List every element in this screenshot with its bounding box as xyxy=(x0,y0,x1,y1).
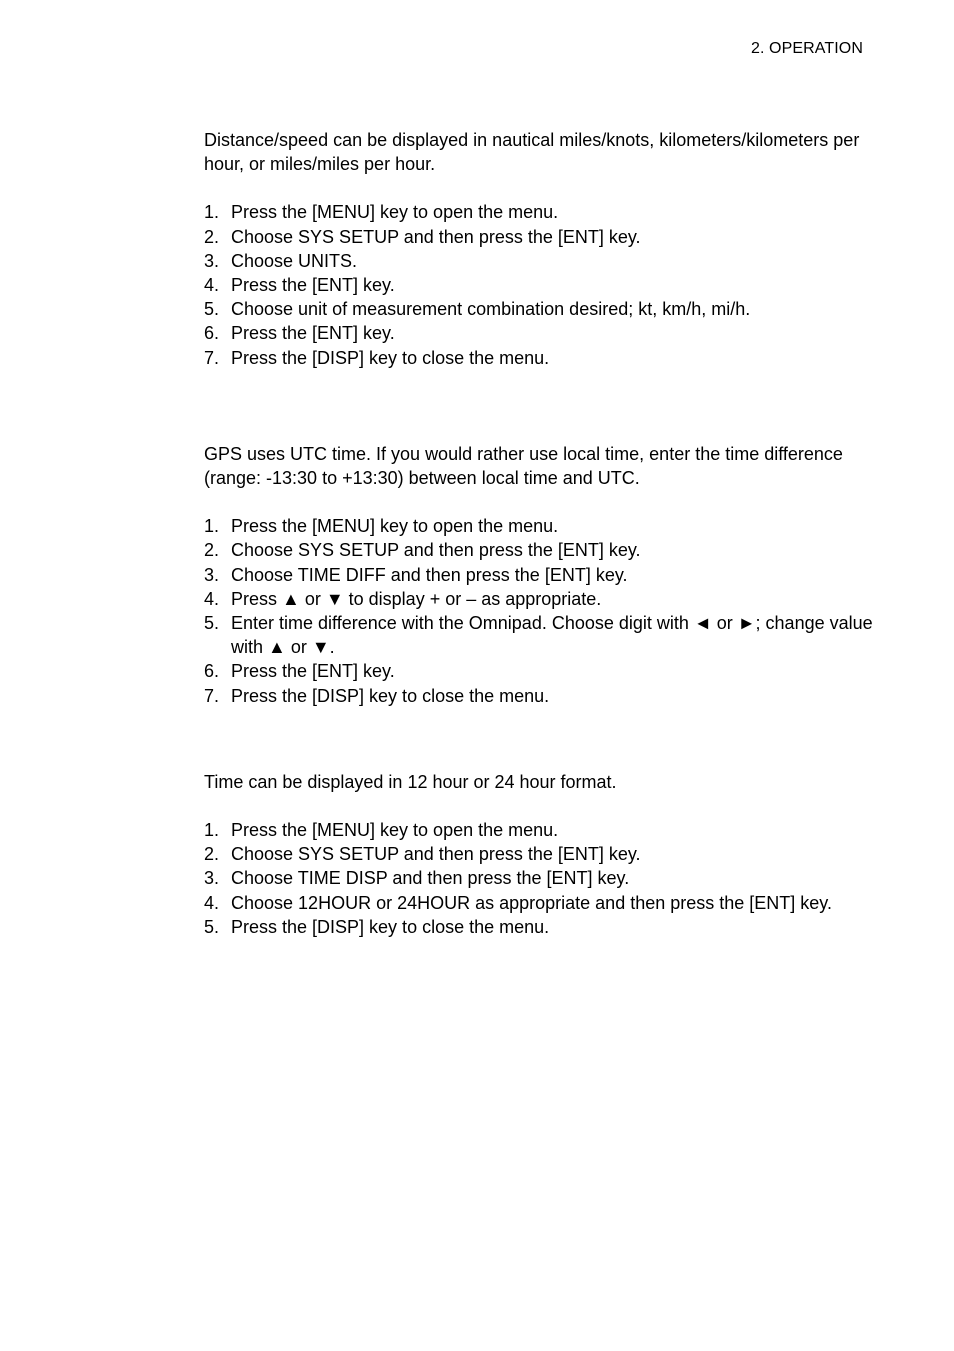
time-disp-intro-paragraph: Time can be displayed in 12 hour or 24 hour format. xyxy=(204,771,617,792)
step-text: Press the [MENU] key to open the menu. xyxy=(231,202,559,223)
step-number: 3. xyxy=(204,250,220,271)
section-spacer xyxy=(204,370,874,442)
step-number: 2. xyxy=(204,844,220,865)
step-number: 6. xyxy=(204,323,220,344)
section-units xyxy=(204,128,874,370)
page-header-section-label: 2. OPERATION xyxy=(750,40,863,57)
time-disp-steps-list xyxy=(204,818,874,939)
step-number: 5. xyxy=(204,299,220,320)
list-item xyxy=(204,866,874,890)
step-number: 6. xyxy=(204,661,220,682)
section-spacer xyxy=(204,708,874,770)
list-item xyxy=(204,538,874,562)
step-number: 2. xyxy=(204,226,220,247)
list-item xyxy=(204,200,874,224)
step-text: Choose unit of measurement combination desired; kt, km/h, mi/h. xyxy=(231,299,751,320)
step-number: 1. xyxy=(204,820,220,841)
step-number: 3. xyxy=(204,564,220,585)
step-number: 4. xyxy=(204,275,220,296)
time-diff-intro-paragraph: GPS uses UTC time. If you would rather use local time, enter the time difference (range: -13:30 to +13:30) between local time and UTC. xyxy=(204,443,843,489)
step-number: 2. xyxy=(204,540,220,561)
step-text: Enter time difference with the Omnipad. Choose digit with ◄ or ►; change value with ▲ or ▼. xyxy=(231,613,873,658)
step-number: 1. xyxy=(204,202,220,223)
step-number: 4. xyxy=(204,588,220,609)
step-text: Choose SYS SETUP and then press the [ENT] key. xyxy=(231,844,641,865)
list-item xyxy=(204,915,874,939)
units-steps-list xyxy=(204,200,874,369)
step-text: Press the [ENT] key. xyxy=(231,323,395,344)
step-text: Press the [DISP] key to close the menu. xyxy=(231,347,550,368)
step-text: Press the [DISP] key to close the menu. xyxy=(231,916,550,937)
list-item xyxy=(204,249,874,273)
step-text: Choose SYS SETUP and then press the [ENT] key. xyxy=(231,540,641,561)
list-item xyxy=(204,818,874,842)
list-item xyxy=(204,273,874,297)
list-item xyxy=(204,659,874,683)
list-item xyxy=(204,321,874,345)
step-text: Press ▲ or ▼ to display + or – as appropriate. xyxy=(231,588,602,609)
step-number: 1. xyxy=(204,516,220,537)
step-number: 7. xyxy=(204,347,220,368)
list-item xyxy=(204,611,874,659)
page-content xyxy=(204,128,874,939)
list-item xyxy=(204,891,874,915)
time-diff-steps-list xyxy=(204,514,874,708)
list-item xyxy=(204,514,874,538)
step-text: Choose UNITS. xyxy=(231,250,358,271)
step-text: Choose TIME DIFF and then press the [ENT] key. xyxy=(231,564,628,585)
list-item xyxy=(204,225,874,249)
step-number: 7. xyxy=(204,685,220,706)
step-text: Press the [ENT] key. xyxy=(231,661,395,682)
section-time-difference xyxy=(204,442,874,708)
list-item xyxy=(204,684,874,708)
list-item xyxy=(204,563,874,587)
step-text: Press the [ENT] key. xyxy=(231,275,395,296)
step-text: Press the [DISP] key to close the menu. xyxy=(231,685,550,706)
step-text: Choose TIME DISP and then press the [ENT] key. xyxy=(231,868,630,889)
step-text: Choose SYS SETUP and then press the [ENT] key. xyxy=(231,226,641,247)
units-intro-paragraph: Distance/speed can be displayed in nautical miles/knots, kilometers/kilometers per hour, or miles/miles per hour. xyxy=(204,130,860,175)
step-text: Press the [MENU] key to open the menu. xyxy=(231,820,559,841)
step-number: 5. xyxy=(204,613,220,634)
step-number: 4. xyxy=(204,892,220,913)
step-text: Choose 12HOUR or 24HOUR as appropriate and then press the [ENT] key. xyxy=(231,892,832,913)
list-item xyxy=(204,587,874,611)
section-time-display xyxy=(204,770,874,939)
list-item xyxy=(204,346,874,370)
list-item xyxy=(204,842,874,866)
list-item xyxy=(204,297,874,321)
step-number: 3. xyxy=(204,868,220,889)
step-number: 5. xyxy=(204,916,220,937)
step-text: Press the [MENU] key to open the menu. xyxy=(231,516,559,537)
